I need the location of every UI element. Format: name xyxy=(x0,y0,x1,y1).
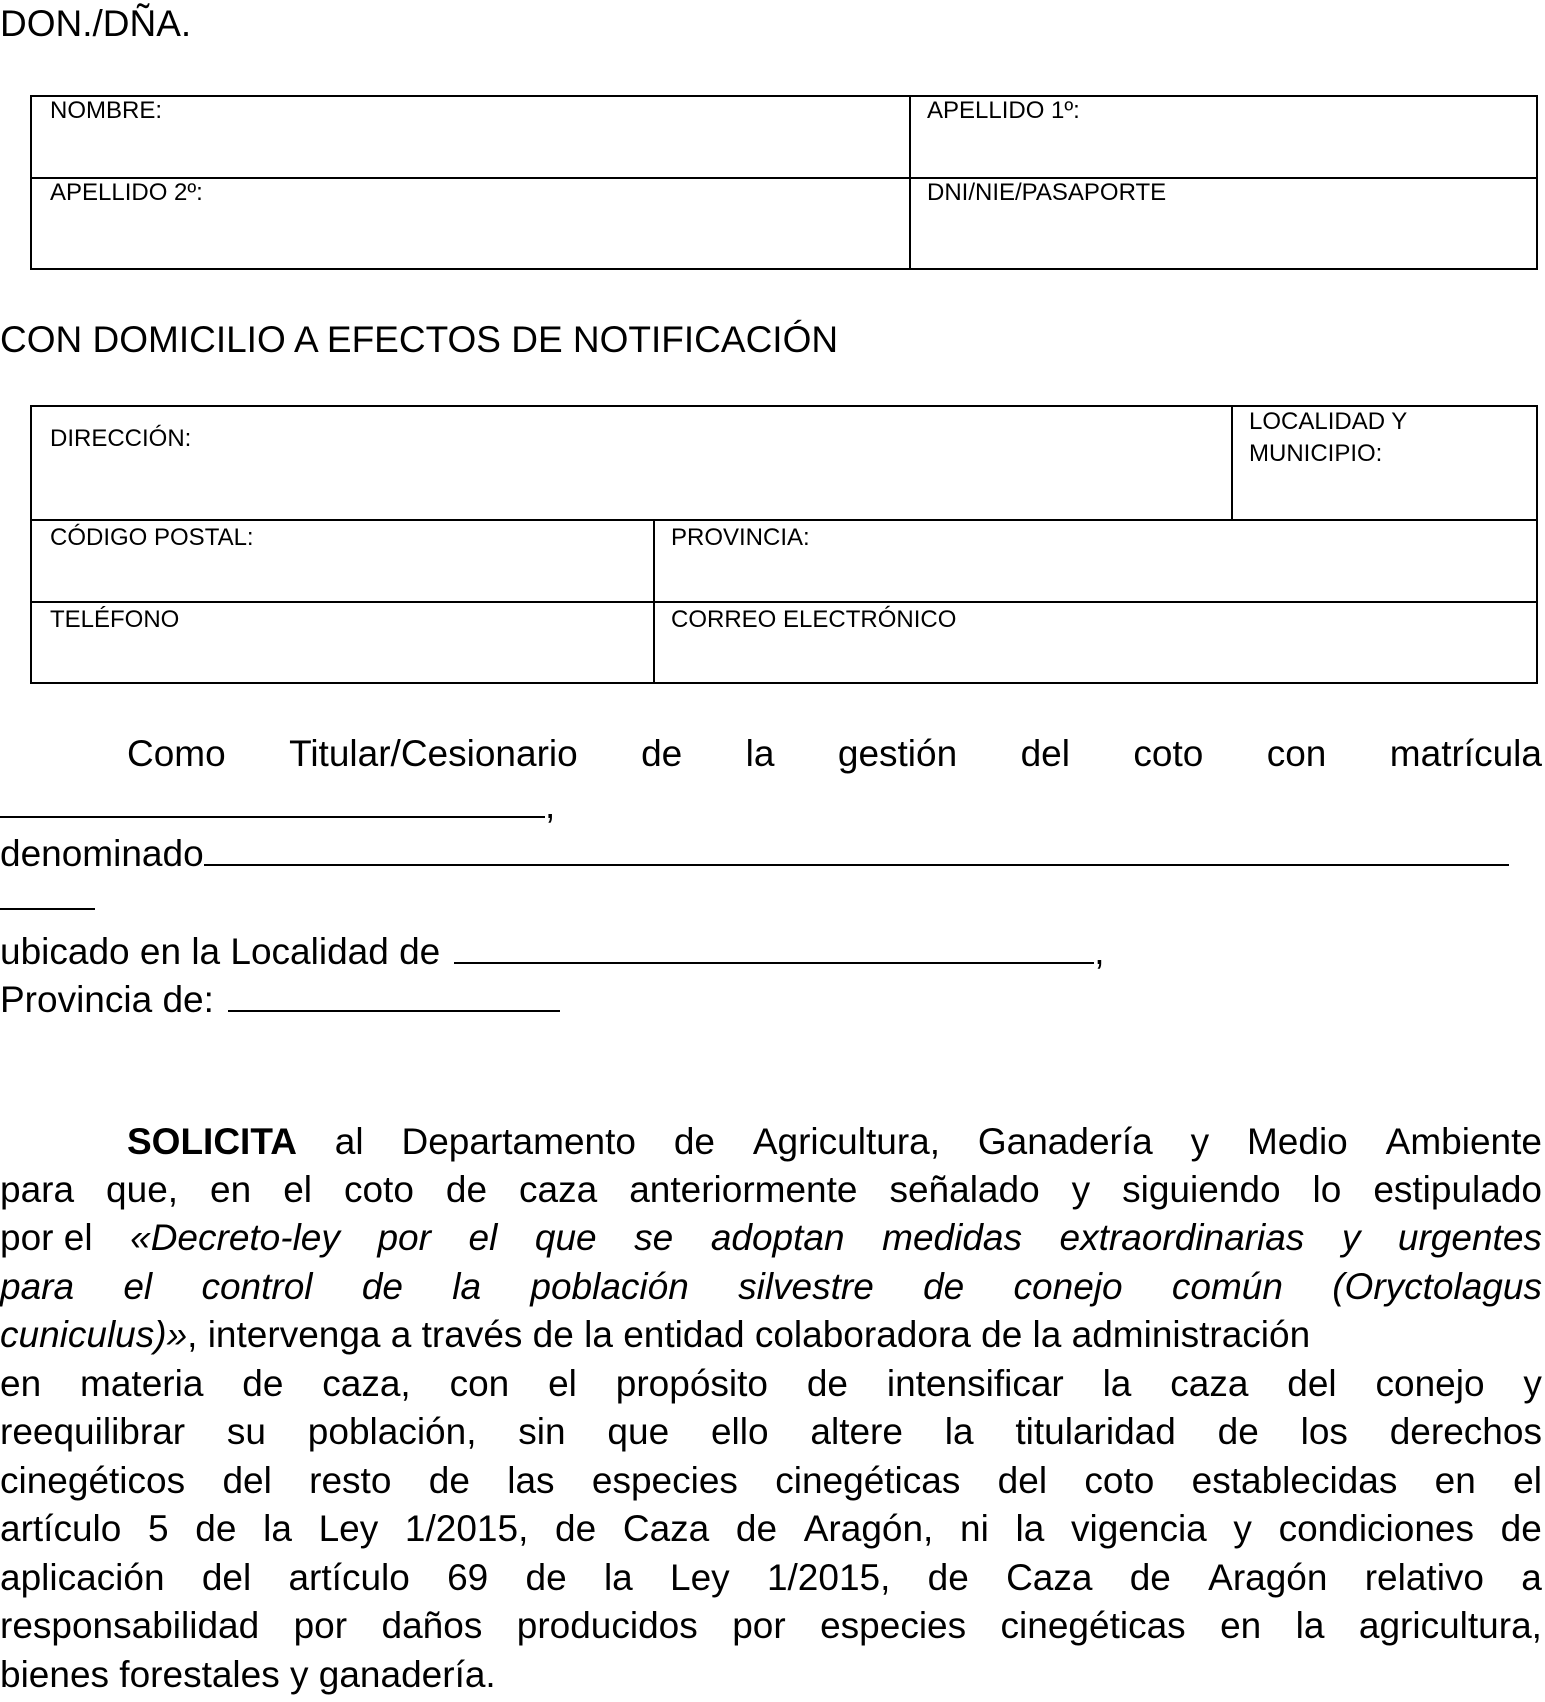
text-word: por xyxy=(293,1605,348,1646)
text-word: coto xyxy=(343,1169,414,1210)
text-word: condiciones xyxy=(1278,1508,1474,1549)
text-word: la xyxy=(1015,1508,1045,1549)
text-word: resto xyxy=(309,1460,392,1501)
text-word: las xyxy=(507,1460,555,1501)
text-word: Agricultura, xyxy=(752,1121,940,1162)
text-word: (Oryctolagus xyxy=(1332,1266,1542,1307)
text-word: que xyxy=(534,1217,597,1258)
text-word: cinegéticas xyxy=(1000,1605,1186,1646)
direccion-field-label: DIRECCIÓN: xyxy=(50,425,192,452)
apellido2-field-label: APELLIDO 2º: xyxy=(50,179,203,206)
text-word: de xyxy=(525,1557,567,1598)
text-word: 1/2015, xyxy=(404,1508,529,1549)
text-word: Caza xyxy=(622,1508,710,1549)
address-table xyxy=(30,405,1538,684)
declaration-line xyxy=(0,732,1542,776)
ubicado-label: ubicado en la Localidad de xyxy=(0,931,441,972)
text-word: Ganadería xyxy=(977,1121,1153,1162)
text-word: ello xyxy=(710,1411,769,1452)
localidad-field-label: LOCALIDAD Y MUNICIPIO: xyxy=(1249,408,1407,467)
declaration-word: la xyxy=(745,733,775,774)
text-word: en xyxy=(1220,1605,1262,1646)
request-text: bienes forestales y ganadería. xyxy=(0,1654,496,1695)
text-word: que, xyxy=(106,1169,179,1210)
text-word: y xyxy=(1071,1169,1091,1210)
text-word: caza, xyxy=(322,1363,411,1404)
text-word: Caza xyxy=(1006,1557,1093,1598)
text-word: el xyxy=(548,1363,577,1404)
text-word: en xyxy=(0,1363,42,1404)
solicita-word: SOLICITA xyxy=(127,1121,297,1162)
request-line xyxy=(0,1604,1542,1648)
text-word: derechos xyxy=(1389,1411,1542,1452)
provincia-label: Provincia de: xyxy=(0,979,214,1020)
request-line xyxy=(0,1653,1542,1697)
declaration-line xyxy=(0,976,1542,1022)
text-word: en xyxy=(1434,1460,1476,1501)
request-line xyxy=(0,1459,1542,1503)
text-word: y xyxy=(1190,1121,1210,1162)
text-word: materia xyxy=(80,1363,204,1404)
text-word: Ambiente xyxy=(1385,1121,1542,1162)
text-word: altere xyxy=(810,1411,903,1452)
text-word: agricultura, xyxy=(1358,1605,1542,1646)
request-line xyxy=(0,1168,1542,1212)
text-word: por xyxy=(377,1217,431,1258)
text-word: Ley xyxy=(670,1557,730,1598)
table-divider xyxy=(1231,407,1233,519)
text-word: producidos xyxy=(516,1605,698,1646)
personal-data-table xyxy=(30,95,1538,270)
localidad-blank[interactable] xyxy=(454,928,1094,964)
text-word: medidas xyxy=(882,1217,1022,1258)
text-word: de xyxy=(806,1363,848,1404)
text-word: su xyxy=(226,1411,266,1452)
text-word: propósito xyxy=(615,1363,768,1404)
text-word: del xyxy=(1287,1363,1337,1404)
text-word: el xyxy=(468,1217,498,1258)
denominado-blank-continued[interactable] xyxy=(0,874,95,910)
text-word: de xyxy=(1129,1557,1171,1598)
text-word: de xyxy=(555,1508,597,1549)
text-word: para xyxy=(0,1266,75,1307)
text-word: del xyxy=(222,1460,272,1501)
codigo-postal-field-label: CÓDIGO POSTAL: xyxy=(50,524,254,551)
declaration-word: del xyxy=(1020,733,1070,774)
text-word: responsabilidad xyxy=(0,1605,260,1646)
text-word: extraordinarias xyxy=(1059,1217,1305,1258)
text-word: control xyxy=(201,1266,313,1307)
text-word: cinegéticos xyxy=(0,1460,186,1501)
text-word: relativo xyxy=(1364,1557,1485,1598)
text-word: señalado xyxy=(889,1169,1040,1210)
text-word: de xyxy=(1500,1508,1542,1549)
text-word: la xyxy=(1295,1605,1325,1646)
declaration-line xyxy=(0,874,1542,920)
text-word: la xyxy=(452,1266,482,1307)
text-word: y xyxy=(1523,1363,1542,1404)
text-word: siguiendo xyxy=(1122,1169,1281,1210)
text-word: vigencia xyxy=(1070,1508,1207,1549)
text-word: a xyxy=(1521,1557,1542,1598)
denominado-blank[interactable] xyxy=(204,830,1509,866)
text-word: artículo xyxy=(288,1557,410,1598)
text-word: intensificar xyxy=(886,1363,1064,1404)
text-word: aplicación xyxy=(0,1557,165,1598)
declaration-word: matrícula xyxy=(1389,733,1542,774)
text-word: conejo xyxy=(1375,1363,1485,1404)
correo-field-label: CORREO ELECTRÓNICO xyxy=(671,606,957,633)
text-word: población, xyxy=(307,1411,477,1452)
text-word: por xyxy=(732,1605,786,1646)
text-word: la xyxy=(263,1508,292,1549)
text-word: de xyxy=(923,1266,965,1307)
declaration-word: de xyxy=(641,733,683,774)
text-word: 5 xyxy=(148,1508,169,1549)
text-word: anteriormente xyxy=(629,1169,858,1210)
text-word: del xyxy=(997,1460,1048,1501)
text-word: Aragón, xyxy=(803,1508,934,1549)
text-word: especies xyxy=(820,1605,967,1646)
text-word: que xyxy=(607,1411,670,1452)
section-title: CON DOMICILIO A EFECTOS DE NOTIFICACIÓN xyxy=(0,319,839,360)
comma: , xyxy=(545,785,556,826)
text-word: en xyxy=(210,1169,252,1210)
text-word: la xyxy=(944,1411,974,1452)
text-word: del xyxy=(201,1557,252,1598)
text-word: 69 xyxy=(447,1557,489,1598)
text-word: «Decreto-ley xyxy=(130,1217,340,1258)
text-word: los xyxy=(1300,1411,1348,1452)
text-word: titularidad xyxy=(1015,1411,1176,1452)
text-word: de xyxy=(361,1266,403,1307)
text-word: de xyxy=(673,1121,715,1162)
request-line xyxy=(0,1265,1542,1309)
text-word: con xyxy=(449,1363,510,1404)
request-line xyxy=(0,1120,1542,1164)
text-word: Ley xyxy=(318,1508,379,1549)
text-word: de xyxy=(445,1169,488,1210)
apellido1-field-label: APELLIDO 1º: xyxy=(927,97,1080,124)
nombre-field-label: NOMBRE: xyxy=(50,97,163,124)
table-divider xyxy=(32,177,1536,179)
text-word: se xyxy=(634,1217,674,1258)
text-word: caza xyxy=(519,1169,598,1210)
request-text: , intervenga a través de la entidad colaboradora de la administración xyxy=(187,1314,1311,1355)
text-word: coto xyxy=(1084,1460,1155,1501)
text-word: adoptan xyxy=(710,1217,845,1258)
text-word: el xyxy=(283,1169,312,1210)
table-divider xyxy=(32,519,1536,521)
text-word: estipulado xyxy=(1373,1169,1542,1210)
declaration-line xyxy=(0,928,1542,974)
text-word: al xyxy=(334,1121,364,1162)
request-line xyxy=(0,1362,1542,1406)
text-word: cinegéticas xyxy=(775,1460,961,1501)
text-word: la xyxy=(603,1557,633,1598)
text-word: de xyxy=(1217,1411,1259,1452)
table-divider xyxy=(909,97,911,268)
text-word: común xyxy=(1171,1266,1283,1307)
declaration-line xyxy=(0,830,1542,876)
declaration-word: con xyxy=(1266,733,1327,774)
text-word: 1/2015, xyxy=(766,1557,891,1598)
text-word: sin xyxy=(518,1411,566,1452)
provincia-blank[interactable] xyxy=(228,976,560,1012)
text-word: Medio xyxy=(1246,1121,1348,1162)
matricula-blank[interactable] xyxy=(0,782,545,818)
text-word: daños xyxy=(381,1605,483,1646)
text-word: silvestre xyxy=(738,1266,874,1307)
text-word: especies xyxy=(591,1460,738,1501)
text-word: el xyxy=(123,1266,153,1307)
text-word: de xyxy=(927,1557,969,1598)
declaration-line xyxy=(0,782,1542,828)
text-word: ni xyxy=(960,1508,989,1549)
request-line xyxy=(0,1216,1542,1260)
table-divider xyxy=(653,519,655,682)
text-word: y xyxy=(1341,1217,1361,1258)
declaration-word: gestión xyxy=(837,733,958,774)
text-word: de xyxy=(195,1508,237,1549)
request-text: por el xyxy=(0,1217,93,1258)
text-word: urgentes xyxy=(1397,1217,1542,1258)
declaration-word: Como xyxy=(127,733,226,774)
dni-field-label: DNI/NIE/PASAPORTE xyxy=(927,179,1167,206)
request-line xyxy=(0,1410,1542,1454)
comma: , xyxy=(1094,931,1105,972)
text-word: de xyxy=(242,1363,284,1404)
text-word: establecidas xyxy=(1191,1460,1398,1501)
table-divider xyxy=(32,601,1536,603)
telefono-field-label: TELÉFONO xyxy=(50,606,180,633)
request-line xyxy=(0,1313,1542,1357)
declaration-word: Titular/Cesionario xyxy=(289,733,578,774)
declaration-word: coto xyxy=(1133,733,1204,774)
text-word: lo xyxy=(1312,1169,1342,1210)
decree-title: cuniculus)» xyxy=(0,1314,188,1355)
text-word: caza xyxy=(1170,1363,1249,1404)
text-word: la xyxy=(1102,1363,1132,1404)
text-word: el xyxy=(1513,1460,1542,1501)
text-word: población xyxy=(530,1266,689,1307)
text-word: Departamento xyxy=(401,1121,636,1162)
text-word: para xyxy=(0,1169,75,1210)
text-word: Aragón xyxy=(1208,1557,1328,1598)
text-word: conejo xyxy=(1013,1266,1123,1307)
request-line xyxy=(0,1556,1542,1600)
provincia-field-label: PROVINCIA: xyxy=(671,524,810,551)
text-word: reequilibrar xyxy=(0,1411,186,1452)
text-word: artículo xyxy=(0,1508,122,1549)
request-line xyxy=(0,1507,1542,1551)
text-word: y xyxy=(1233,1508,1252,1549)
document-title: DON./DÑA. xyxy=(0,3,192,44)
text-word: de xyxy=(735,1508,778,1549)
denominado-label: denominado xyxy=(0,833,204,874)
text-word: de xyxy=(428,1460,470,1501)
